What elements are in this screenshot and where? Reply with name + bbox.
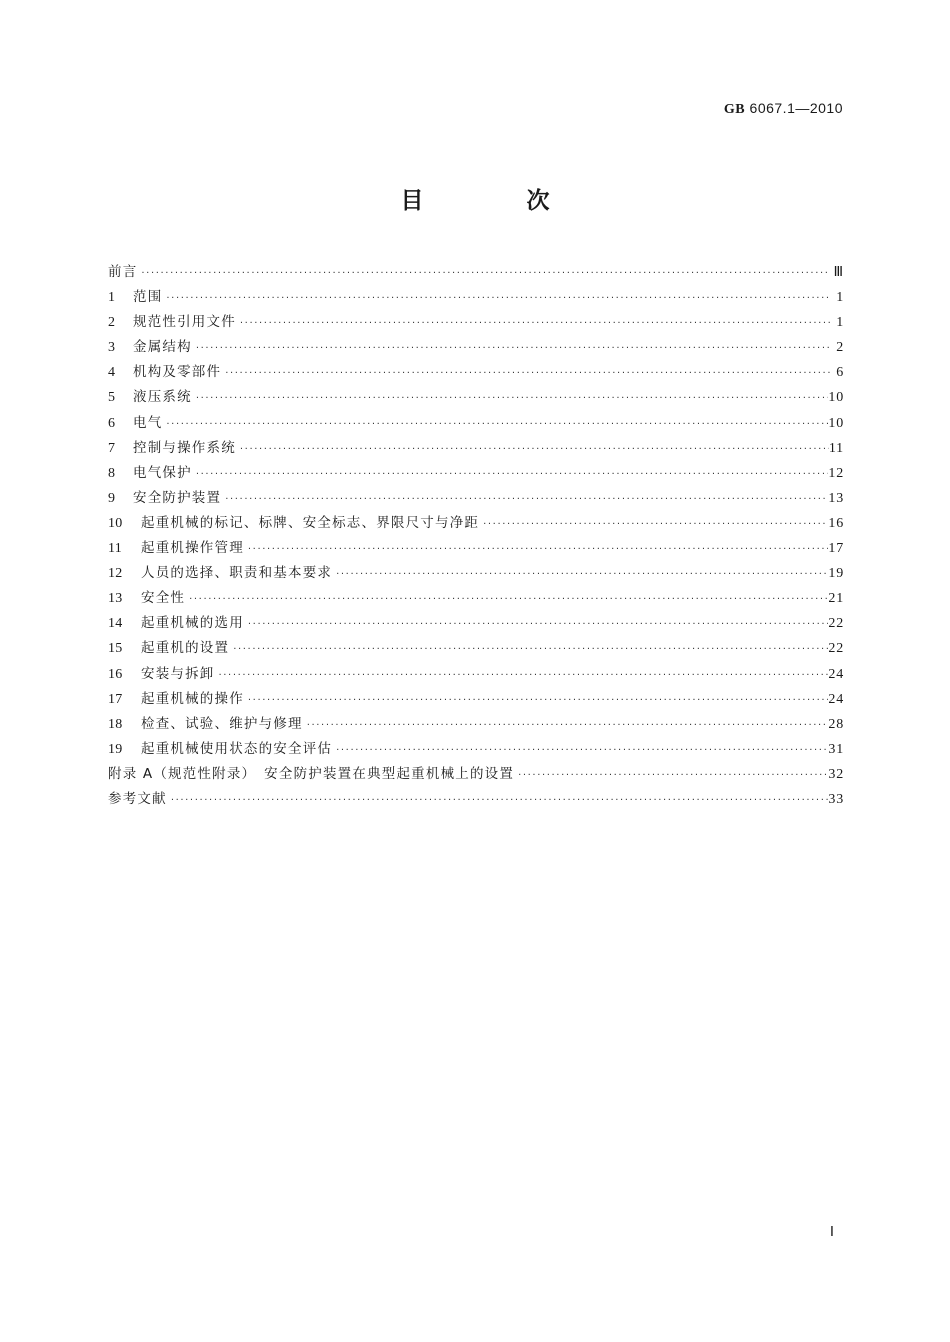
toc-entry-title: 起重机械使用状态的安全评估 xyxy=(141,740,333,757)
toc-entry-title: 电气 xyxy=(133,414,163,431)
toc-entry-page: 24 xyxy=(828,666,844,682)
toc-entry-number: 11 xyxy=(108,541,123,557)
toc-entry[interactable] xyxy=(108,762,844,787)
toc-entry-page: 6 xyxy=(836,365,844,381)
toc-entry[interactable] xyxy=(108,335,844,360)
toc-dot-leader xyxy=(166,286,830,310)
toc-entry-title: 人员的选择、职责和基本要求 xyxy=(141,565,333,582)
toc-dot-leader xyxy=(248,537,828,561)
toc-entry-page: 17 xyxy=(828,541,844,557)
toc-dot-leader xyxy=(225,487,828,511)
toc-entry-page: 1 xyxy=(836,315,844,331)
toc-entry[interactable] xyxy=(108,360,844,385)
toc-entry[interactable] xyxy=(108,461,844,486)
toc-entry-page: 1 xyxy=(836,290,844,306)
toc-dot-leader xyxy=(248,688,828,712)
toc-entry-number: 13 xyxy=(108,591,123,607)
toc-entry-page: 22 xyxy=(828,641,844,657)
toc-entry-number: 4 xyxy=(108,365,116,381)
toc-entry-title: 起重机械的操作 xyxy=(141,690,244,707)
toc-entry-page: 33 xyxy=(828,791,844,807)
toc-entry-title: 控制与操作系统 xyxy=(133,439,236,456)
toc-entry-title: 安全防护装置 xyxy=(133,489,222,506)
toc-entry[interactable] xyxy=(108,411,844,436)
toc-dot-leader xyxy=(518,763,828,787)
toc-entry[interactable] xyxy=(108,486,844,511)
toc-entry[interactable] xyxy=(108,586,844,611)
toc-dot-leader xyxy=(240,437,829,461)
toc-entry-number: 18 xyxy=(108,716,123,732)
toc-entry-title: 机构及零部件 xyxy=(133,364,222,381)
toc-entry[interactable] xyxy=(108,511,844,536)
toc-dot-leader xyxy=(248,612,828,636)
toc-entry-page: 31 xyxy=(828,741,844,757)
toc-dot-leader xyxy=(141,261,830,285)
toc-dot-leader xyxy=(196,336,830,360)
toc-entry-page: 10 xyxy=(828,390,844,406)
toc-dot-leader xyxy=(336,738,828,762)
toc-entry-page: 10 xyxy=(828,415,844,431)
toc-entry-title: 起重机械的标记、标牌、安全标志、界限尺寸与净距 xyxy=(141,514,480,531)
toc-entry-title: 前言 xyxy=(108,264,138,280)
toc-entry[interactable] xyxy=(108,260,844,285)
toc-dot-leader xyxy=(166,412,828,436)
toc-dot-leader xyxy=(219,663,829,687)
toc-entry-title: 安装与拆卸 xyxy=(141,665,215,682)
toc-dot-leader xyxy=(189,587,828,611)
toc-entry-page: 21 xyxy=(828,591,844,607)
toc-entry[interactable] xyxy=(108,787,844,812)
toc-entry-page: 28 xyxy=(828,716,844,732)
toc-dot-leader xyxy=(171,788,829,812)
toc-entry-page: 16 xyxy=(828,515,844,531)
toc-entry[interactable] xyxy=(108,662,844,687)
toc-entry-number: 5 xyxy=(108,390,116,406)
toc-entry-page: 32 xyxy=(828,766,844,782)
toc-entry-page: 2 xyxy=(836,340,844,356)
toc-entry-number: 8 xyxy=(108,465,116,481)
toc-entry-number: 16 xyxy=(108,666,123,682)
toc-entry[interactable] xyxy=(108,687,844,712)
toc-entry[interactable] xyxy=(108,561,844,586)
toc-entry-page: Ⅲ xyxy=(833,265,844,280)
toc-entry-number: 15 xyxy=(108,641,123,657)
toc-entry-page: 22 xyxy=(828,616,844,632)
toc-dot-leader xyxy=(225,361,830,385)
toc-entry[interactable] xyxy=(108,636,844,661)
toc-entry[interactable] xyxy=(108,285,844,310)
toc-dot-leader xyxy=(240,311,830,335)
toc-entry-title: 安全性 xyxy=(141,590,186,607)
toc-entry-title: 金属结构 xyxy=(133,339,192,356)
page-number: Ⅰ xyxy=(829,1225,834,1240)
toc-entry-title: 起重机械的选用 xyxy=(141,615,244,632)
toc-entry[interactable] xyxy=(108,436,844,461)
toc-entry-number: 3 xyxy=(108,340,116,356)
standard-prefix: GB xyxy=(723,102,746,117)
toc-entry-page: 19 xyxy=(828,566,844,582)
toc-entry[interactable] xyxy=(108,310,844,335)
toc-entry-page: 11 xyxy=(828,440,844,456)
toc-dot-leader xyxy=(196,386,829,410)
toc-entry-page: 24 xyxy=(828,691,844,707)
toc-dot-leader xyxy=(336,562,828,586)
toc-entry[interactable] xyxy=(108,385,844,410)
toc-entry-number: 17 xyxy=(108,691,123,707)
toc-entry-number: 10 xyxy=(108,515,123,531)
page-title: 目 次 xyxy=(400,188,590,214)
toc-entry-title: 电气保护 xyxy=(133,464,192,481)
toc-dot-leader xyxy=(483,512,828,536)
toc-entry-title: 起重机操作管理 xyxy=(141,540,244,557)
toc-entry-number: 14 xyxy=(108,616,123,632)
toc-entry-number: 9 xyxy=(108,490,116,506)
table-of-contents xyxy=(108,260,844,812)
toc-dot-leader xyxy=(233,637,828,661)
toc-dot-leader xyxy=(196,462,829,486)
toc-entry-number: 2 xyxy=(108,315,116,331)
toc-entry-title: 范围 xyxy=(133,289,163,306)
toc-entry[interactable] xyxy=(108,536,844,561)
toc-entry-number: 6 xyxy=(108,415,116,431)
toc-entry-number: 19 xyxy=(108,741,123,757)
toc-entry-title: 参考文献 xyxy=(108,790,167,807)
toc-entry-title: 起重机的设置 xyxy=(141,640,230,657)
toc-entry-title: 附录 A（规范性附录） 安全防护装置在典型起重机械上的设置 xyxy=(108,765,515,782)
toc-entry-number: 1 xyxy=(108,290,116,306)
toc-entry-page: 12 xyxy=(828,465,844,481)
toc-entry-title: 液压系统 xyxy=(133,389,192,406)
toc-entry-title: 检查、试验、维护与修理 xyxy=(141,715,303,732)
toc-entry-title: 规范性引用文件 xyxy=(133,314,236,331)
toc-entry-number: 12 xyxy=(108,566,123,582)
toc-dot-leader xyxy=(307,713,829,737)
toc-entry[interactable] xyxy=(108,712,844,737)
toc-entry[interactable] xyxy=(108,611,844,636)
standard-number: 6067.1—2010 xyxy=(749,100,843,116)
toc-entry-page: 13 xyxy=(828,490,844,506)
toc-entry[interactable] xyxy=(108,737,844,762)
standard-code xyxy=(724,100,843,118)
toc-entry-number: 7 xyxy=(108,440,116,456)
